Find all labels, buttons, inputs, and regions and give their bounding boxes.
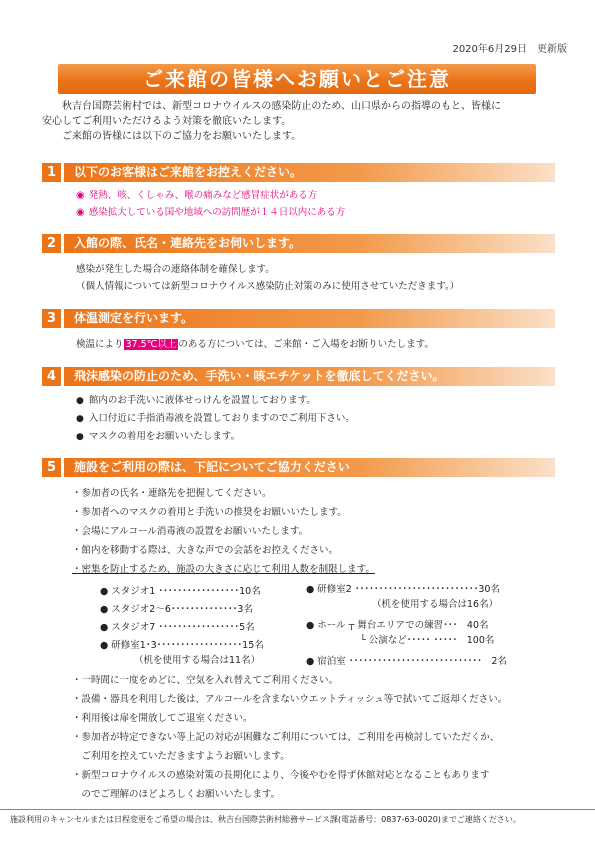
update-date: 2020年6月29日 更新版 (452, 44, 567, 55)
capacity-row: ● 研修室2 ･･････････････････････････30名 (306, 584, 500, 595)
section-2-header (42, 234, 555, 253)
list-item: 発熱、咳、くしゃみ、喉の痛みなど感冒症状がある方 (88, 190, 318, 201)
section-number: 4 (42, 367, 61, 386)
section-title: 体温測定を行います。 (64, 309, 555, 328)
list-item: マスクの着用をお願いいたします。 (88, 431, 241, 442)
list-item: ・新型コロナウイルスの感染対策の長期化により、今後やむを得ず休館対応となることもあります (72, 770, 490, 781)
intro-line: ご来館の皆様には以下のご協力をお願いいたします。 (62, 131, 302, 142)
section-1-header (42, 163, 555, 182)
list-item: 入口付近に手指消毒液を設置しておりますのでご利用下さい。 (88, 413, 355, 424)
page-title: ご来館の皆様へお願いとご注意 (58, 64, 536, 94)
section-title: 施設をご利用の際は、下記についてご協力ください (64, 458, 555, 477)
section-4-body (76, 392, 355, 446)
list-item: 館内のお手洗いに液体せっけんを設置しております。 (88, 395, 316, 406)
list-item: ・参加者が特定できない等上記の対応が困難なご利用については、ご利用を再検討していただくか、 (72, 732, 500, 743)
list-item: ・参加者へのマスクの着用と手洗いの推奨をお願いいたします。 (72, 507, 347, 518)
capacity-row: ● スタジオ1 ･････････････････10名 (100, 586, 261, 597)
capacity-note: （机を使用する場合は16名） (372, 599, 499, 610)
section-1-body (76, 187, 345, 221)
section-3-header (42, 309, 555, 328)
section-3-body (76, 336, 434, 353)
capacity-row: ● スタジオ2～6･･････････････3名 (100, 604, 253, 615)
section-number: 1 (42, 163, 61, 182)
list-item: ・設備・器具を利用した後は、アルコールを含まないウエットティッシュ等で拭いてご返却ください。 (72, 694, 508, 705)
list-item: ・館内を移動する際は、大きな声での会話をお控えください。 (72, 545, 339, 556)
bullet-icon: ◉ (76, 207, 85, 218)
section-5-body (72, 484, 375, 579)
section-title: 入館の際、氏名・連絡先をお伺いします。 (64, 234, 555, 253)
body-line: （個人情報については新型コロナウイルス感染防止対策のみに使用させていただきます。） (76, 281, 460, 292)
section-5-notes (72, 671, 507, 804)
capacity-row: ● 宿泊室 ････････････････････････････ 2名 (306, 656, 507, 667)
list-item: ・参加者の氏名・連絡先を把握してください。 (72, 488, 272, 499)
bullet-icon: ● (76, 396, 84, 406)
body-text: のある方については、ご来館・ご入場をお断りいたします。 (178, 339, 434, 350)
footer-divider (0, 809, 595, 810)
intro-line: 安心してご利用いただけるよう対策を徹底いたします。 (42, 116, 292, 127)
section-title: 以下のお客様はご来館をお控えください。 (64, 163, 555, 182)
list-item: のでご理解のほどよろしくお願いいたします。 (72, 789, 281, 800)
list-item: 感染拡大している国や地域への訪問歴が１４日以内にある方 (88, 207, 346, 218)
bullet-icon: ● (76, 432, 84, 442)
capacity-row: ● スタジオ7 ･････････････････5名 (100, 622, 255, 633)
list-item: ・会場にアルコール消毒液の設置をお願いいたします。 (72, 526, 309, 537)
list-item: ・一時間に一度をめどに、空気を入れ替えてご利用ください。 (72, 675, 339, 686)
bullet-icon: ◉ (76, 190, 85, 201)
capacity-note: （机を使用する場合は11名） (134, 655, 261, 666)
section-number: 2 (42, 234, 61, 253)
section-4-header (42, 367, 555, 386)
temperature-highlight: 37.5℃以上 (125, 339, 177, 350)
section-5-header (42, 458, 555, 477)
intro-line: 秋吉台国際芸術村では、新型コロナウイルスの感染防止のため、山口県からの指導のもと、皆様に (62, 101, 501, 112)
capacity-list-right (306, 582, 507, 669)
list-item: ・利用後は扉を開放してご退室ください。 (72, 713, 253, 724)
capacity-row: ● ホール ┬ 舞台エリアでの練習･･･ 40名 (306, 620, 489, 631)
section-title: 飛沫感染の防止のため、手洗い・咳エチケットを徹底してください。 (64, 367, 555, 386)
footer-note: 施設利用のキャンセルまたは日程変更をご希望の場合は、秋吉台国際芸術村総務サービス課(電話番号：0837-63-0020)までご連絡ください。 (10, 815, 521, 824)
list-item: ・密集を防止するため、施設の大きさに応じて利用人数を制限します。 (72, 564, 375, 575)
section-number: 3 (42, 309, 61, 328)
body-line: 感染が発生した場合の連絡体制を確保します。 (76, 264, 275, 275)
list-item: ご利用を控えていただきますようお願いします。 (72, 751, 290, 762)
capacity-list-left (100, 584, 264, 668)
bullet-icon: ● (76, 414, 84, 424)
section-number: 5 (42, 458, 61, 477)
capacity-row: ● 研修室1･3･･････････････････15名 (100, 640, 264, 651)
capacity-row: └ 公演など･････ ･････ 100名 (360, 635, 495, 646)
section-2-body (76, 261, 459, 295)
body-text: 検温により (76, 339, 124, 350)
intro (42, 99, 557, 144)
